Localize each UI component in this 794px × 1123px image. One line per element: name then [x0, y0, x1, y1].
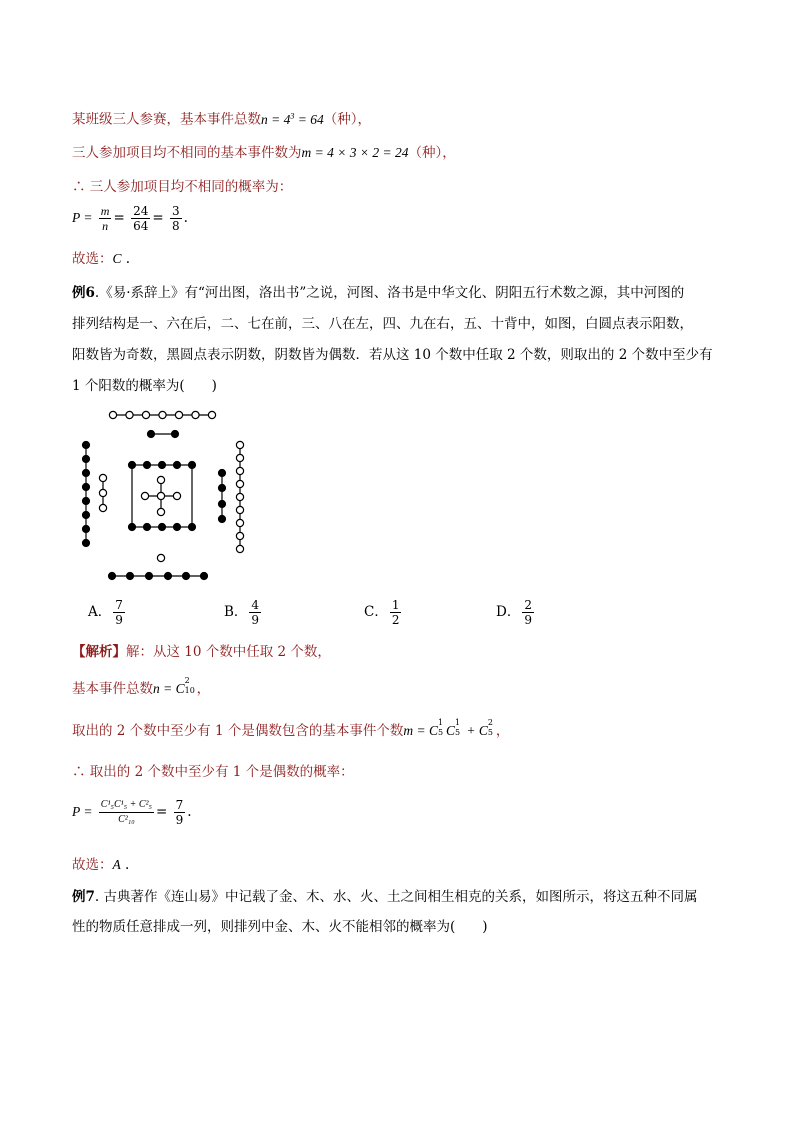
option-b[interactable]: [224, 598, 263, 627]
math: =: [155, 804, 168, 820]
example6-line4: 1 个阳数的概率为( ): [72, 378, 217, 394]
text-span: .: [187, 804, 192, 820]
text-span: .: [183, 210, 188, 226]
prev-probability-formula: P = $\frac{m}{n}$ = $\frac{24}{64}$ = $\frac{3}{8}$ .: [72, 204, 188, 233]
answer-letter: C: [112, 251, 122, 266]
example7-line1: [72, 888, 698, 906]
exponent: 3: [290, 111, 295, 120]
text-span: .: [121, 251, 131, 267]
math: m = 4 × 3 × 2 = 24: [301, 145, 409, 160]
subscript: 5: [487, 728, 493, 737]
solution-line1: [72, 643, 331, 661]
text-span: 解：从这 10 个数中任取 2 个数，: [126, 644, 331, 660]
prev-probability-intro: ∴ 三人参加项目均不相同的概率为：: [72, 179, 293, 195]
option-letter: C．: [364, 604, 388, 620]
prev-total-events: [72, 107, 371, 129]
text-span: 某班级三人参赛，基本事件总数: [72, 111, 261, 128]
answer-letter: A: [112, 857, 121, 872]
example7-line2: 性的物质任意排成一列，则排列中金、木、火不能相邻的概率为( ): [72, 919, 488, 935]
text-span: 故选：: [72, 251, 113, 267]
hetu-diagram: [72, 405, 272, 585]
example-number: 7: [85, 889, 95, 905]
fraction: $\frac{24}{64}$: [133, 204, 149, 233]
math: = 64: [294, 111, 324, 127]
fraction: $\frac{m}{n}$: [100, 204, 110, 233]
prev-distinct-events: [72, 144, 456, 162]
prev-answer: [72, 250, 130, 268]
option-letter: D．: [496, 604, 521, 620]
solution-total-events: [72, 676, 211, 698]
option-a[interactable]: [88, 598, 127, 627]
option-letter: B．: [224, 604, 248, 620]
text-span: 取出的 2 个数中至少有 1 个是偶数包含的基本事件个数: [72, 723, 404, 739]
solution-even-events: [72, 718, 510, 740]
example6-line1: [72, 284, 684, 302]
text-span: ，: [495, 723, 510, 739]
text-span: 故选：: [72, 857, 113, 873]
solution-answer: [72, 856, 129, 874]
text-span: ，: [196, 681, 211, 697]
option-letter: A．: [88, 604, 112, 620]
math: C: [445, 723, 455, 738]
text-span: （种），: [408, 145, 456, 161]
math: + C: [462, 723, 488, 738]
solution-probability-formula: [72, 798, 192, 827]
superscript: 1: [454, 718, 461, 727]
solution-tag: 【解析】: [72, 644, 126, 660]
fraction: $\frac{7}{9}$: [175, 798, 184, 827]
superscript: 2: [487, 718, 493, 727]
text-span: .《易·系辞上》有“河出图，洛出书”之说，河图、洛书是中华文化、阴阳五行术数之源，其中河图的: [94, 285, 685, 301]
subscript: 10: [184, 686, 195, 695]
fraction: $\frac{7}{9}$: [115, 598, 123, 627]
example-label: 例: [72, 285, 86, 301]
math: n = C: [153, 681, 185, 696]
example6-line3: 阳数皆为奇数，黑圆点表示阴数，阴数皆为偶数．若从这 10 个数中任取 2 个数，则取出的 2 个数中至少有: [72, 347, 713, 363]
superscript: 2: [184, 676, 190, 685]
fraction: $\frac{2}{9}$: [524, 598, 532, 627]
fraction: $\frac{1}{2}$: [391, 598, 400, 627]
subscript: 5: [454, 728, 461, 737]
text-span: . 古典著作《连山易》中记载了金、木、水、火、土之间相生相克的关系，如图所示，将这五种不同属: [94, 889, 698, 905]
math: P =: [72, 210, 93, 225]
example-number: 6: [85, 285, 95, 301]
text-span: 三人参加项目均不相同的基本事件数为: [72, 145, 302, 161]
math: m = C: [403, 723, 438, 738]
text-span: （种），: [323, 111, 371, 128]
subscript: 5: [437, 728, 444, 737]
math: P =: [72, 804, 93, 819]
option-c[interactable]: [364, 598, 403, 627]
math: n = 4: [261, 111, 291, 127]
solution-probability-intro: ∴ 取出的 2 个数中至少有 1 个是偶数的概率：: [72, 764, 354, 780]
text-span: .: [120, 857, 130, 873]
fraction: $\frac{3}{8}$: [171, 204, 180, 233]
fraction: $\frac{\text{C¹₅C¹₅ + C²₅}}{\text{C²₁₀}}$: [100, 799, 152, 825]
superscript: 1: [437, 718, 444, 727]
example-label: 例: [72, 889, 86, 905]
fraction: $\frac{4}{9}$: [251, 598, 260, 627]
example6-line2: 排列结构是一、六在后，二、七在前，三、八在左，四、九在右，五、十背中，如图，白圆点表示阳数，: [72, 316, 693, 332]
text-span: 基本事件总数: [72, 681, 153, 697]
option-d[interactable]: [496, 598, 536, 627]
